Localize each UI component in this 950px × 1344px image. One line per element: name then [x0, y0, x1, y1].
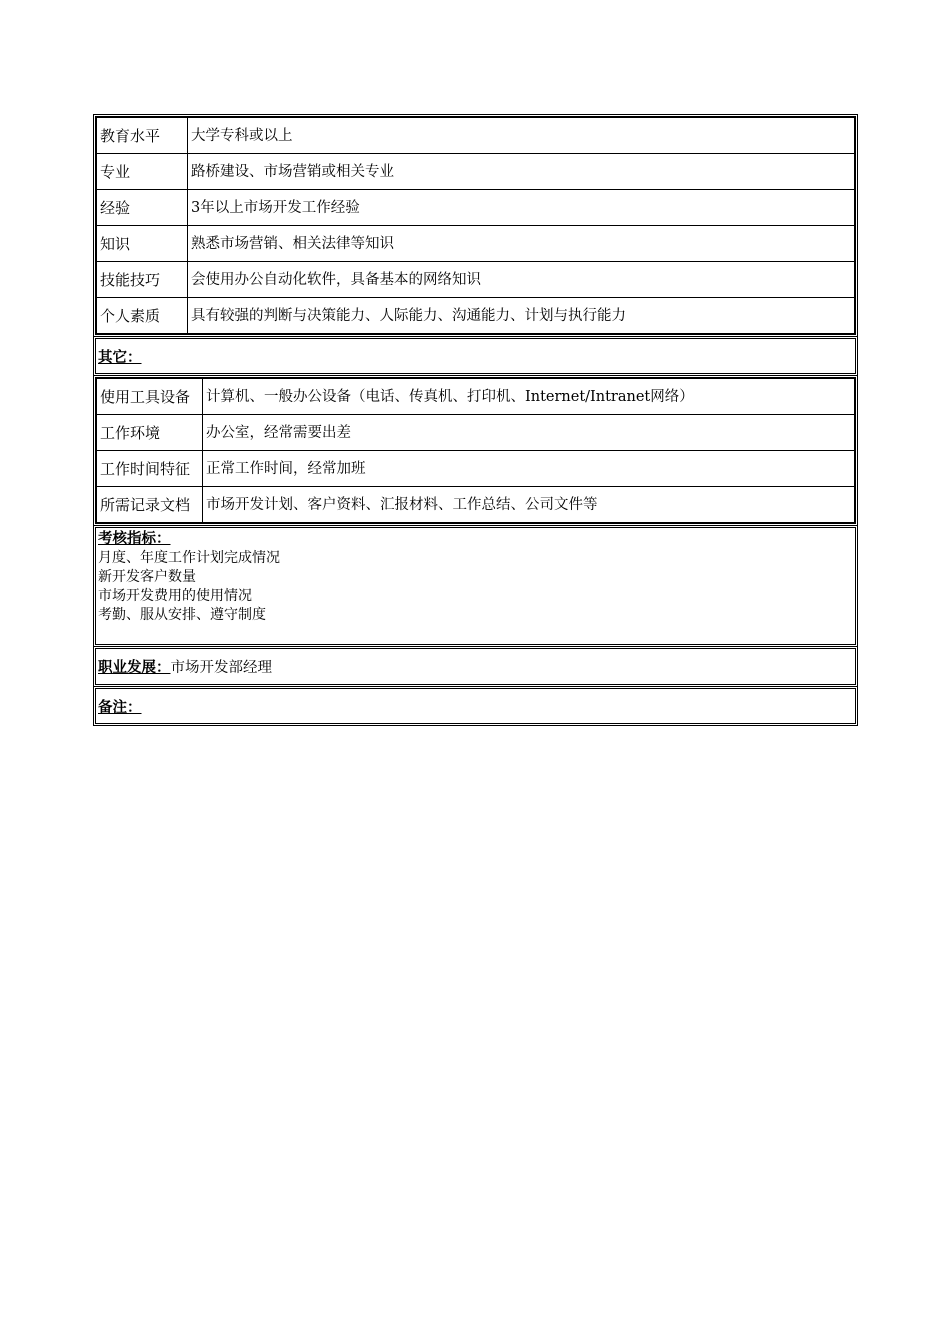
personal-quality-value: 具有较强的判断与决策能力、人际能力、沟通能力、计划与执行能力: [188, 298, 855, 334]
documents-label: 所需记录文档: [97, 487, 203, 523]
table-row: [97, 451, 855, 487]
career-heading: 职业发展：: [98, 660, 171, 676]
table-row: [97, 298, 855, 334]
job-description-form: [93, 114, 858, 726]
knowledge-value: 熟悉市场营销、相关法律等知识: [188, 226, 855, 262]
tools-label: 使用工具设备: [97, 379, 203, 415]
table-row: [97, 487, 855, 523]
others-table: [96, 378, 855, 523]
list-item: 市场开发费用的使用情况: [98, 588, 252, 604]
experience-label: 经验: [97, 190, 188, 226]
work-time-value: 正常工作时间，经常加班: [203, 451, 855, 487]
others-heading-block: [93, 336, 858, 376]
list-item: 考勤、服从安排、遵守制度: [98, 607, 266, 623]
education-label: 教育水平: [97, 118, 188, 154]
personal-quality-label: 个人素质: [97, 298, 188, 334]
career-block: [93, 646, 858, 687]
career-value: 市场开发部经理: [170, 660, 272, 676]
skills-label: 技能技巧: [97, 262, 188, 298]
assessment-heading: 考核指标：: [98, 531, 171, 547]
table-row: [97, 226, 855, 262]
education-value: 大学专科或以上: [188, 118, 855, 154]
experience-value: 3年以上市场开发工作经验: [188, 190, 855, 226]
list-item: 新开发客户数量: [98, 569, 196, 585]
list-item: 月度、年度工作计划完成情况: [98, 550, 280, 566]
table-row: [97, 118, 855, 154]
tools-value: 计算机、一般办公设备（电话、传真机、打印机、Internet/Intranet网络）: [203, 379, 855, 415]
requirements-table: [96, 117, 855, 334]
skills-value: 会使用办公自动化软件，具备基本的网络知识: [188, 262, 855, 298]
table-row: [97, 262, 855, 298]
remarks-block: [93, 686, 858, 726]
remarks-heading: 备注：: [98, 699, 142, 716]
environment-value: 办公室，经常需要出差: [203, 415, 855, 451]
knowledge-label: 知识: [97, 226, 188, 262]
major-value: 路桥建设、市场营销或相关专业: [188, 154, 855, 190]
assessment-block: [93, 525, 858, 647]
others-heading: 其它：: [98, 349, 142, 366]
environment-label: 工作环境: [97, 415, 203, 451]
table-row: [97, 379, 855, 415]
work-time-label: 工作时间特征: [97, 451, 203, 487]
requirements-block: [93, 114, 858, 337]
major-label: 专业: [97, 154, 188, 190]
table-row: [97, 415, 855, 451]
others-block: [93, 375, 858, 526]
table-row: [97, 154, 855, 190]
documents-value: 市场开发计划、客户资料、汇报材料、工作总结、公司文件等: [203, 487, 855, 523]
table-row: [97, 190, 855, 226]
